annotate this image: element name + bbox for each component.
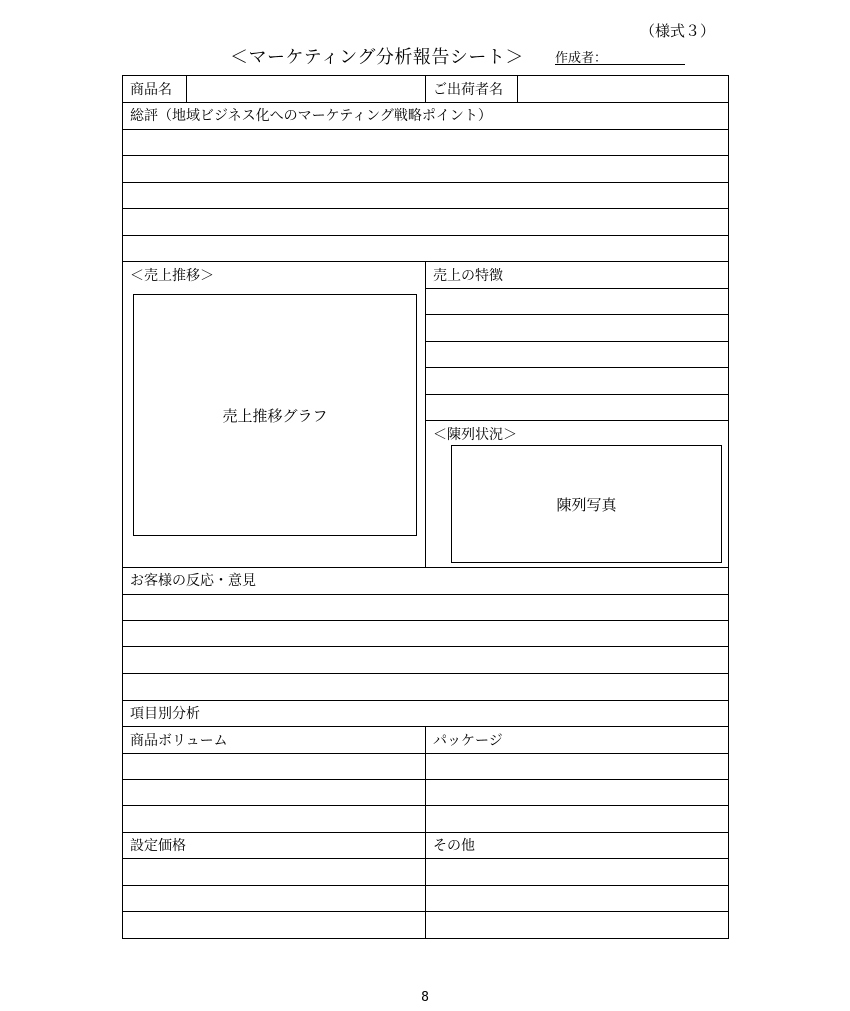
package-label: パッケージ bbox=[433, 733, 503, 749]
package-line[interactable] bbox=[426, 754, 728, 779]
row-divider bbox=[425, 420, 729, 421]
price-line[interactable] bbox=[123, 859, 425, 885]
sales-graph-placeholder: 売上推移グラフ bbox=[222, 406, 328, 425]
shipper-label: ご出荷者名 bbox=[433, 82, 503, 98]
volume-line[interactable] bbox=[123, 806, 425, 832]
display-photo-placeholder: 陳列写真 bbox=[556, 495, 617, 514]
summary-line[interactable] bbox=[123, 183, 728, 208]
sales-features-line[interactable] bbox=[426, 395, 728, 420]
other-line[interactable] bbox=[426, 912, 728, 938]
product-name-field[interactable] bbox=[187, 76, 425, 102]
row-divider bbox=[122, 102, 729, 103]
feedback-line[interactable] bbox=[123, 647, 728, 673]
author-field[interactable] bbox=[555, 47, 685, 65]
divider bbox=[425, 75, 426, 102]
sales-features-line[interactable] bbox=[426, 342, 728, 367]
form-bottom-border bbox=[122, 938, 729, 939]
author-label: 作成者： bbox=[555, 51, 608, 66]
shipper-field[interactable] bbox=[518, 76, 728, 102]
volume-line[interactable] bbox=[123, 780, 425, 805]
form-right-border bbox=[728, 75, 729, 939]
page-number: 8 bbox=[421, 990, 429, 1005]
feedback-label: お客様の反応・意見 bbox=[130, 573, 256, 589]
form-number: （様式３） bbox=[640, 22, 716, 40]
summary-line[interactable] bbox=[123, 209, 728, 235]
volume-label: 商品ボリューム bbox=[130, 733, 228, 749]
package-line[interactable] bbox=[426, 806, 728, 832]
other-line[interactable] bbox=[426, 886, 728, 911]
summary-line[interactable] bbox=[123, 156, 728, 182]
price-line[interactable] bbox=[123, 886, 425, 911]
analysis-label: 項目別分析 bbox=[130, 706, 200, 722]
volume-line[interactable] bbox=[123, 754, 425, 779]
feedback-line[interactable] bbox=[123, 595, 728, 620]
sales-features-line[interactable] bbox=[426, 289, 728, 314]
summary-label: 総評（地域ビジネス化へのマーケティング戦略ポイント） bbox=[130, 108, 492, 124]
row-divider bbox=[122, 832, 729, 833]
other-label: その他 bbox=[433, 838, 475, 854]
price-line[interactable] bbox=[123, 912, 425, 938]
summary-line[interactable] bbox=[123, 130, 728, 155]
sales-features-line[interactable] bbox=[426, 368, 728, 394]
product-name-label: 商品名 bbox=[130, 82, 172, 98]
price-label: 設定価格 bbox=[130, 838, 186, 854]
summary-line[interactable] bbox=[123, 236, 728, 261]
sales-features-label: 売上の特徴 bbox=[433, 268, 503, 284]
row-divider bbox=[122, 700, 729, 701]
row-divider bbox=[122, 567, 729, 568]
feedback-line[interactable] bbox=[123, 674, 728, 700]
display-photo-box[interactable] bbox=[451, 445, 722, 563]
sales-graph-box[interactable] bbox=[133, 294, 417, 536]
sales-trend-label: ＜売上推移＞ bbox=[130, 268, 214, 284]
sales-features-line[interactable] bbox=[426, 315, 728, 341]
other-line[interactable] bbox=[426, 859, 728, 885]
display-status-label: ＜陳列状況＞ bbox=[433, 427, 517, 443]
package-line[interactable] bbox=[426, 780, 728, 805]
page-title: ＜マーケティング分析報告シート＞ bbox=[230, 47, 524, 68]
feedback-line[interactable] bbox=[123, 621, 728, 646]
